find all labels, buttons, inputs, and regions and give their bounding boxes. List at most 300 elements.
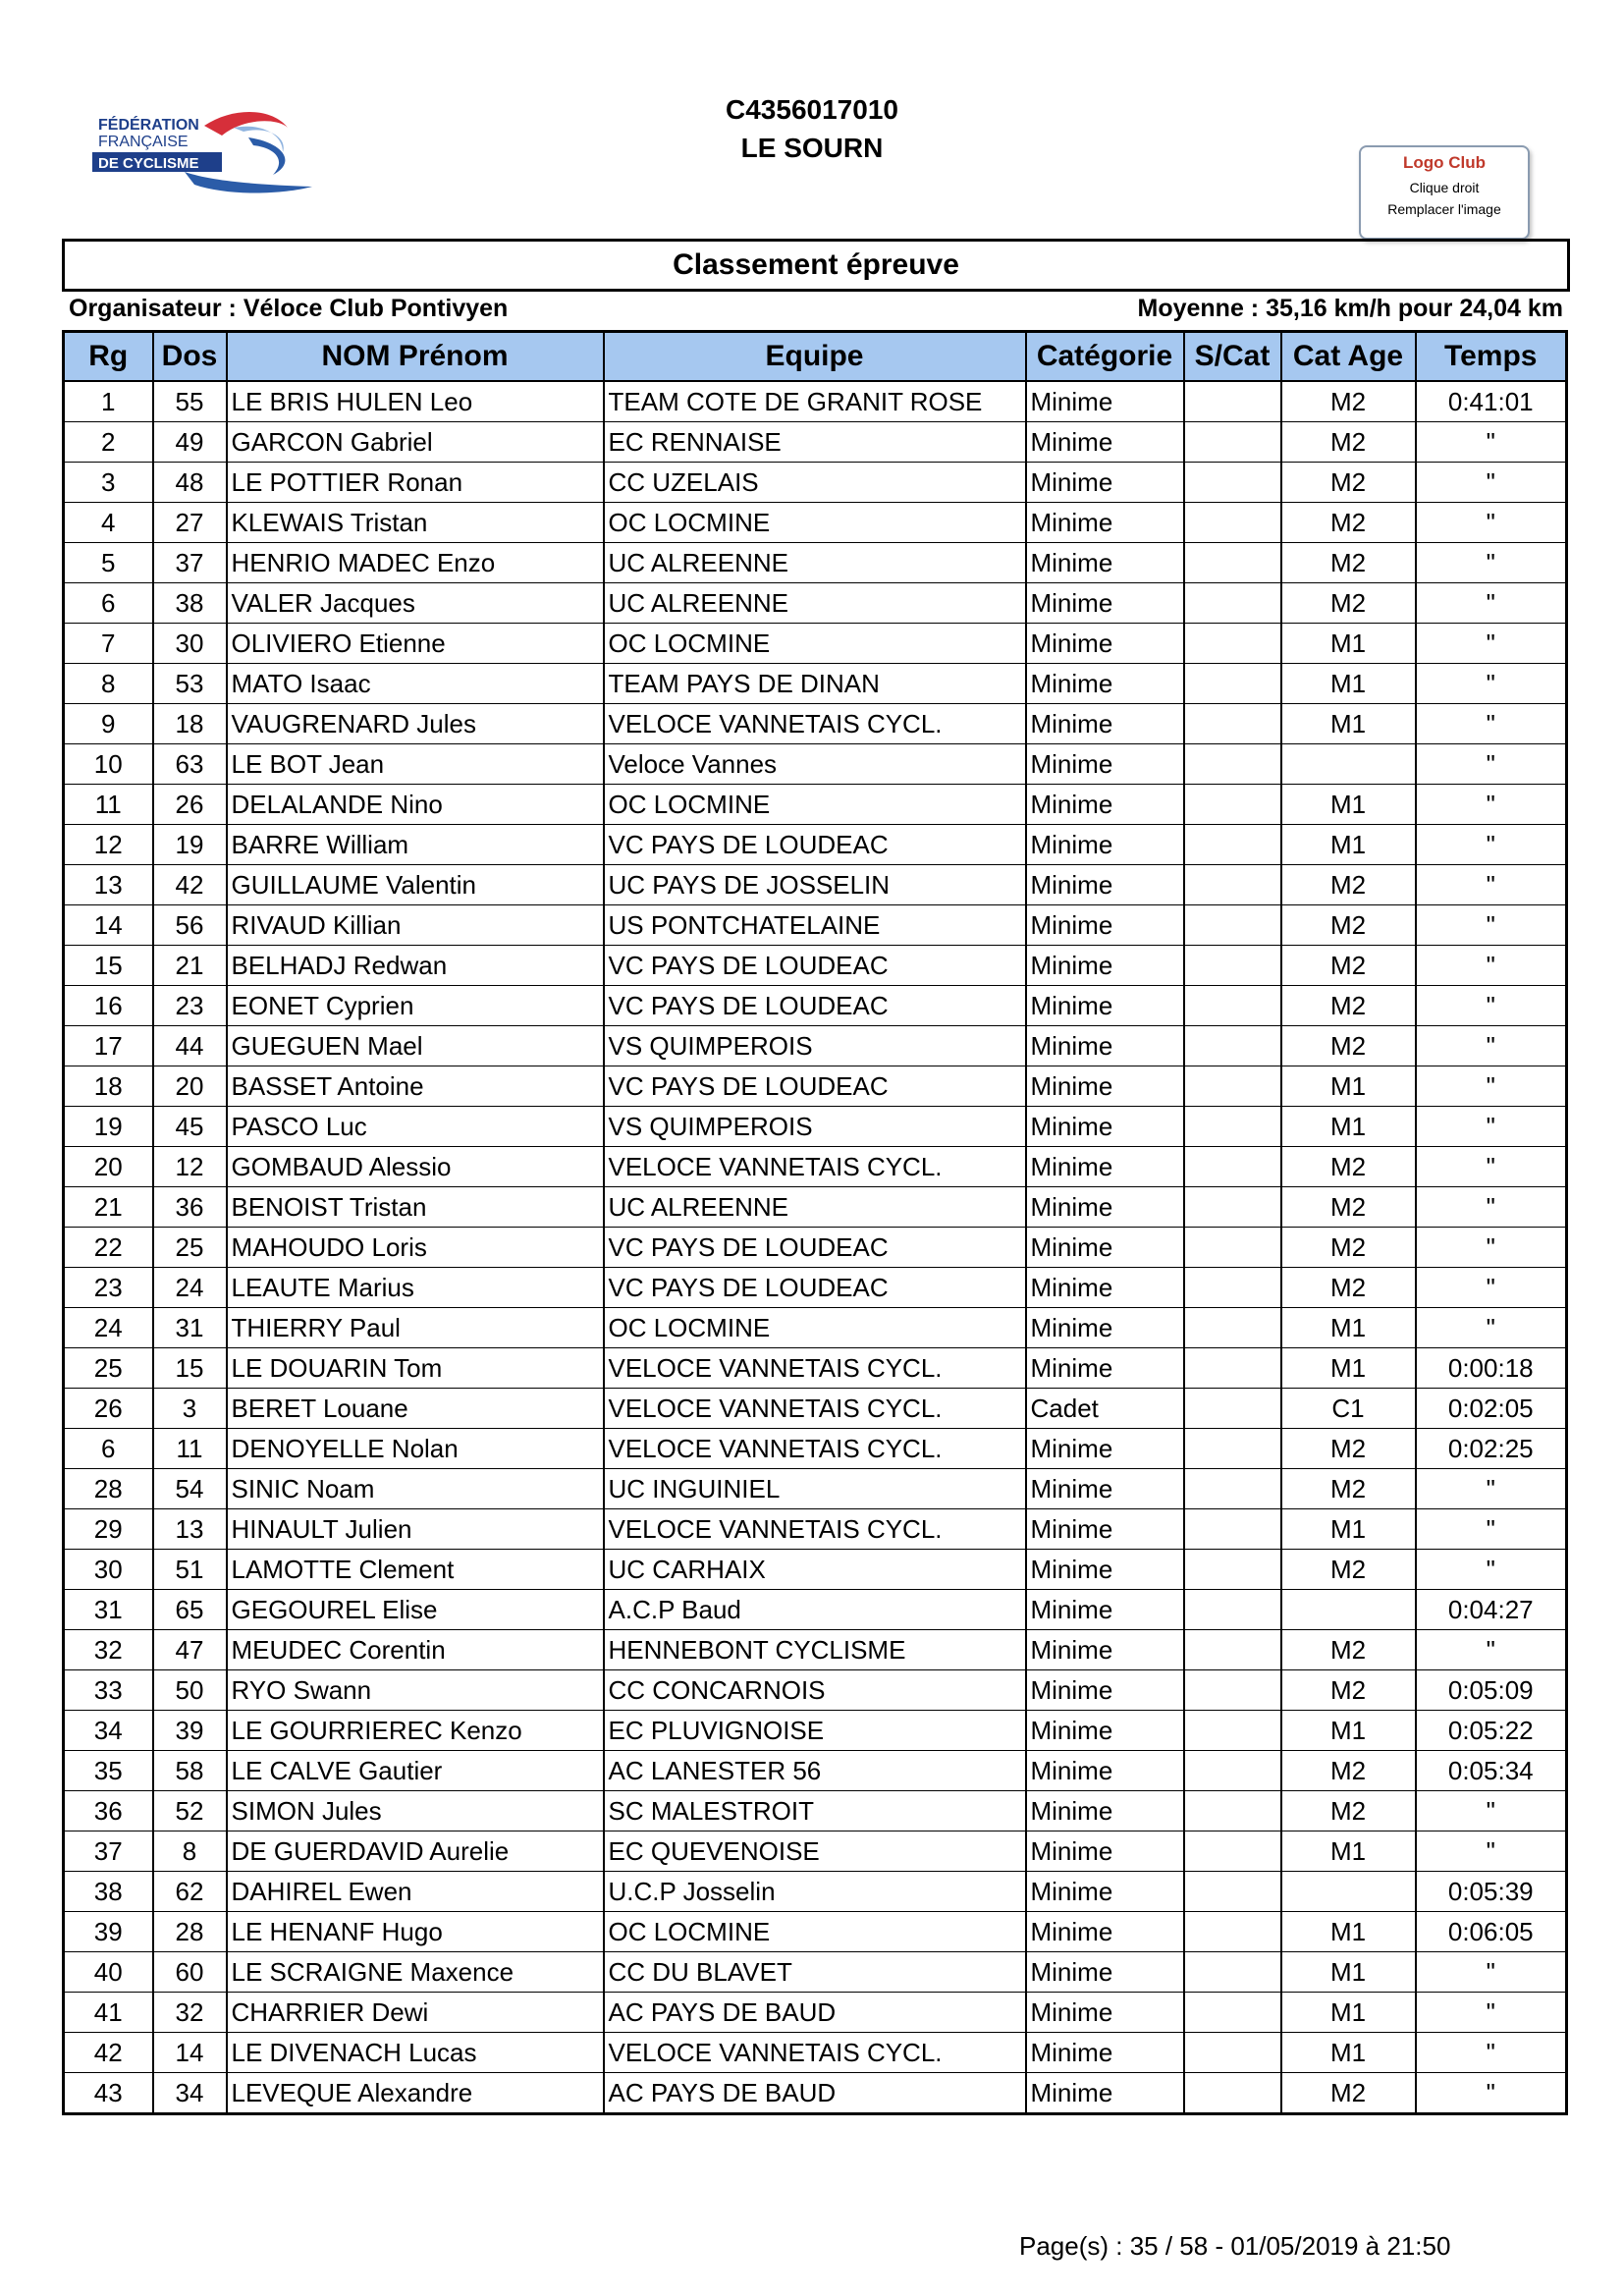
subcat-cell — [1184, 865, 1281, 905]
name-cell: MATO Isaac — [227, 664, 604, 704]
bib-cell: 50 — [153, 1670, 227, 1711]
rank-cell: 7 — [64, 624, 153, 664]
subcat-cell — [1184, 1751, 1281, 1791]
catage-cell: M2 — [1281, 1429, 1416, 1469]
rank-cell: 16 — [64, 986, 153, 1026]
name-cell: LE DIVENACH Lucas — [227, 2033, 604, 2073]
subcat-cell — [1184, 2033, 1281, 2073]
subcat-cell — [1184, 704, 1281, 744]
rank-cell: 23 — [64, 1268, 153, 1308]
category-cell: Minime — [1026, 1952, 1184, 1993]
time-cell: " — [1416, 463, 1567, 503]
category-cell: Minime — [1026, 1429, 1184, 1469]
name-cell: LAMOTTE Clement — [227, 1550, 604, 1590]
table-row — [64, 946, 1567, 986]
category-cell: Minime — [1026, 1751, 1184, 1791]
name-cell: LE DOUARIN Tom — [227, 1348, 604, 1389]
rank-cell: 39 — [64, 1912, 153, 1952]
subcat-cell — [1184, 1831, 1281, 1872]
table-row — [64, 1952, 1567, 1993]
average-speed: Moyenne : 35,16 km/h pour 24,04 km — [1137, 295, 1563, 322]
bib-cell: 3 — [153, 1389, 227, 1429]
catage-cell: M1 — [1281, 1952, 1416, 1993]
catage-cell: M2 — [1281, 905, 1416, 946]
table-row — [64, 664, 1567, 704]
subcat-cell — [1184, 1066, 1281, 1107]
name-cell: HENRIO MADEC Enzo — [227, 543, 604, 583]
name-cell: MEUDEC Corentin — [227, 1630, 604, 1670]
event-name: LE SOURN — [740, 133, 884, 163]
catage-cell: M1 — [1281, 1308, 1416, 1348]
catage-cell: M2 — [1281, 986, 1416, 1026]
bib-cell: 14 — [153, 2033, 227, 2073]
category-cell: Minime — [1026, 463, 1184, 503]
time-cell: " — [1416, 825, 1567, 865]
subcat-cell — [1184, 1429, 1281, 1469]
category-cell: Minime — [1026, 1872, 1184, 1912]
col-name-header: NOM Prénom — [227, 332, 604, 382]
rank-cell: 11 — [64, 785, 153, 825]
subcat-cell — [1184, 785, 1281, 825]
time-cell: " — [1416, 1066, 1567, 1107]
table-row — [64, 744, 1567, 785]
team-cell: UC CARHAIX — [604, 1550, 1026, 1590]
catage-cell: M2 — [1281, 1791, 1416, 1831]
rank-cell: 20 — [64, 1147, 153, 1187]
category-cell: Minime — [1026, 503, 1184, 543]
time-cell: " — [1416, 704, 1567, 744]
bib-cell: 18 — [153, 704, 227, 744]
rank-cell: 5 — [64, 543, 153, 583]
subcat-cell — [1184, 1187, 1281, 1228]
time-cell: " — [1416, 664, 1567, 704]
team-cell: U.C.P Josselin — [604, 1872, 1026, 1912]
team-cell: TEAM PAYS DE DINAN — [604, 664, 1026, 704]
bib-cell: 44 — [153, 1026, 227, 1066]
time-cell: " — [1416, 744, 1567, 785]
catage-cell: C1 — [1281, 1389, 1416, 1429]
team-cell: TEAM COTE DE GRANIT ROSE — [604, 381, 1026, 422]
catage-cell: M1 — [1281, 785, 1416, 825]
rank-cell: 1 — [64, 381, 153, 422]
name-cell: DE GUERDAVID Aurelie — [227, 1831, 604, 1872]
rank-cell: 28 — [64, 1469, 153, 1509]
name-cell: LE BOT Jean — [227, 744, 604, 785]
subcat-cell — [1184, 825, 1281, 865]
name-cell: LE BRIS HULEN Leo — [227, 381, 604, 422]
team-cell: VC PAYS DE LOUDEAC — [604, 825, 1026, 865]
name-cell: SINIC Noam — [227, 1469, 604, 1509]
bib-cell: 58 — [153, 1751, 227, 1791]
col-bib-header: Dos — [153, 332, 227, 382]
catage-cell: M1 — [1281, 1912, 1416, 1952]
team-cell: CC UZELAIS — [604, 463, 1026, 503]
table-row — [64, 1550, 1567, 1590]
team-cell: VELOCE VANNETAIS CYCL. — [604, 1389, 1026, 1429]
name-cell: LEAUTE Marius — [227, 1268, 604, 1308]
catage-cell: M2 — [1281, 1268, 1416, 1308]
name-cell: VALER Jacques — [227, 583, 604, 624]
catage-cell: M2 — [1281, 543, 1416, 583]
rank-cell: 10 — [64, 744, 153, 785]
bib-cell: 54 — [153, 1469, 227, 1509]
subcat-cell — [1184, 422, 1281, 463]
table-row — [64, 785, 1567, 825]
team-cell: US PONTCHATELAINE — [604, 905, 1026, 946]
col-team-header: Equipe — [604, 332, 1026, 382]
bib-cell: 28 — [153, 1912, 227, 1952]
team-cell: UC ALREENNE — [604, 1187, 1026, 1228]
subcat-cell — [1184, 1268, 1281, 1308]
team-cell: VS QUIMPEROIS — [604, 1107, 1026, 1147]
time-cell: " — [1416, 1791, 1567, 1831]
table-row — [64, 1026, 1567, 1066]
table-row — [64, 503, 1567, 543]
rank-cell: 43 — [64, 2073, 153, 2114]
header-row — [64, 332, 1567, 382]
bib-cell: 65 — [153, 1590, 227, 1630]
bib-cell: 30 — [153, 624, 227, 664]
time-cell: " — [1416, 1630, 1567, 1670]
subcat-cell — [1184, 986, 1281, 1026]
rank-cell: 18 — [64, 1066, 153, 1107]
bib-cell: 39 — [153, 1711, 227, 1751]
catage-cell: M2 — [1281, 1228, 1416, 1268]
team-cell: OC LOCMINE — [604, 785, 1026, 825]
bib-cell: 20 — [153, 1066, 227, 1107]
team-cell: OC LOCMINE — [604, 624, 1026, 664]
rank-cell: 22 — [64, 1228, 153, 1268]
catage-cell: M2 — [1281, 1751, 1416, 1791]
bib-cell: 26 — [153, 785, 227, 825]
bib-cell: 63 — [153, 744, 227, 785]
subcat-cell — [1184, 1952, 1281, 1993]
catage-cell: M1 — [1281, 1348, 1416, 1389]
category-cell: Minime — [1026, 1268, 1184, 1308]
name-cell: EONET Cyprien — [227, 986, 604, 1026]
name-cell: BELHADJ Redwan — [227, 946, 604, 986]
table-row — [64, 1670, 1567, 1711]
category-cell: Minime — [1026, 1791, 1184, 1831]
rank-cell: 31 — [64, 1590, 153, 1630]
time-cell: 0:05:22 — [1416, 1711, 1567, 1751]
category-cell: Minime — [1026, 1670, 1184, 1711]
subcat-cell — [1184, 583, 1281, 624]
bib-cell: 56 — [153, 905, 227, 946]
bib-cell: 27 — [153, 503, 227, 543]
rank-cell: 38 — [64, 1872, 153, 1912]
category-cell: Minime — [1026, 1066, 1184, 1107]
team-cell: HENNEBONT CYCLISME — [604, 1630, 1026, 1670]
table-row — [64, 1066, 1567, 1107]
subcat-cell — [1184, 1107, 1281, 1147]
table-row — [64, 2033, 1567, 2073]
team-cell: UC ALREENNE — [604, 583, 1026, 624]
team-cell: UC ALREENNE — [604, 543, 1026, 583]
category-cell: Minime — [1026, 946, 1184, 986]
table-row — [64, 1509, 1567, 1550]
subcat-cell — [1184, 1711, 1281, 1751]
rank-cell: 33 — [64, 1670, 153, 1711]
name-cell: DENOYELLE Nolan — [227, 1429, 604, 1469]
bib-cell: 55 — [153, 381, 227, 422]
rank-cell: 15 — [64, 946, 153, 986]
team-cell: VC PAYS DE LOUDEAC — [604, 1066, 1026, 1107]
table-row — [64, 1348, 1567, 1389]
bib-cell: 23 — [153, 986, 227, 1026]
time-cell: " — [1416, 1469, 1567, 1509]
catage-cell: M2 — [1281, 463, 1416, 503]
category-cell: Minime — [1026, 2073, 1184, 2114]
time-cell: " — [1416, 1268, 1567, 1308]
bib-cell: 31 — [153, 1308, 227, 1348]
category-cell: Minime — [1026, 825, 1184, 865]
time-cell: " — [1416, 785, 1567, 825]
results-table — [62, 330, 1568, 2115]
club-logo-title: Logo Club — [1402, 153, 1487, 172]
category-cell: Minime — [1026, 1590, 1184, 1630]
time-cell: " — [1416, 1228, 1567, 1268]
bib-cell: 36 — [153, 1187, 227, 1228]
subcat-cell — [1184, 1389, 1281, 1429]
rank-cell: 6 — [64, 583, 153, 624]
name-cell: LEVEQUE Alexandre — [227, 2073, 604, 2114]
catage-cell: M2 — [1281, 1469, 1416, 1509]
subcat-cell — [1184, 543, 1281, 583]
category-cell: Minime — [1026, 422, 1184, 463]
team-cell: A.C.P Baud — [604, 1590, 1026, 1630]
subcat-cell — [1184, 463, 1281, 503]
category-cell: Minime — [1026, 1187, 1184, 1228]
time-cell: " — [1416, 583, 1567, 624]
time-cell: 0:02:05 — [1416, 1389, 1567, 1429]
time-cell: 0:05:09 — [1416, 1670, 1567, 1711]
bib-cell: 32 — [153, 1993, 227, 2033]
time-cell: " — [1416, 1026, 1567, 1066]
event-code: C4356017010 — [726, 94, 898, 125]
table-row — [64, 1872, 1567, 1912]
bib-cell: 49 — [153, 422, 227, 463]
catage-cell: M2 — [1281, 381, 1416, 422]
catage-cell: M1 — [1281, 1711, 1416, 1751]
club-logo-line2: Clique droit — [1409, 180, 1480, 195]
catage-cell — [1281, 744, 1416, 785]
table-row — [64, 381, 1567, 422]
table-row — [64, 422, 1567, 463]
name-cell: HINAULT Julien — [227, 1509, 604, 1550]
category-cell: Minime — [1026, 986, 1184, 1026]
name-cell: THIERRY Paul — [227, 1308, 604, 1348]
rank-cell: 2 — [64, 422, 153, 463]
rank-cell: 17 — [64, 1026, 153, 1066]
rank-cell: 34 — [64, 1711, 153, 1751]
time-cell: " — [1416, 905, 1567, 946]
category-cell: Minime — [1026, 785, 1184, 825]
subcat-cell — [1184, 624, 1281, 664]
category-cell: Minime — [1026, 583, 1184, 624]
table-row — [64, 1711, 1567, 1751]
team-cell: OC LOCMINE — [604, 1912, 1026, 1952]
table-row — [64, 543, 1567, 583]
catage-cell: M2 — [1281, 1187, 1416, 1228]
table-row — [64, 825, 1567, 865]
rank-cell: 19 — [64, 1107, 153, 1147]
name-cell: PASCO Luc — [227, 1107, 604, 1147]
team-cell: VELOCE VANNETAIS CYCL. — [604, 1509, 1026, 1550]
category-cell: Minime — [1026, 1711, 1184, 1751]
team-cell: VELOCE VANNETAIS CYCL. — [604, 1429, 1026, 1469]
catage-cell: M2 — [1281, 1026, 1416, 1066]
catage-cell — [1281, 1590, 1416, 1630]
time-cell: " — [1416, 2033, 1567, 2073]
bib-cell: 21 — [153, 946, 227, 986]
team-cell: UC PAYS DE JOSSELIN — [604, 865, 1026, 905]
bib-cell: 8 — [153, 1831, 227, 1872]
rank-cell: 4 — [64, 503, 153, 543]
catage-cell: M2 — [1281, 1550, 1416, 1590]
category-cell: Minime — [1026, 2033, 1184, 2073]
rank-cell: 36 — [64, 1791, 153, 1831]
table-row — [64, 1469, 1567, 1509]
bib-cell: 60 — [153, 1952, 227, 1993]
table-row — [64, 1389, 1567, 1429]
team-cell: AC PAYS DE BAUD — [604, 2073, 1026, 2114]
catage-cell: M1 — [1281, 1831, 1416, 1872]
team-cell: VELOCE VANNETAIS CYCL. — [604, 2033, 1026, 2073]
catage-cell: M1 — [1281, 664, 1416, 704]
category-cell: Minime — [1026, 1630, 1184, 1670]
subcat-cell — [1184, 503, 1281, 543]
category-cell: Minime — [1026, 1550, 1184, 1590]
name-cell: LE GOURRIEREC Kenzo — [227, 1711, 604, 1751]
subcat-cell — [1184, 1228, 1281, 1268]
table-row — [64, 1228, 1567, 1268]
category-cell: Minime — [1026, 1993, 1184, 2033]
time-cell: " — [1416, 503, 1567, 543]
bib-cell: 62 — [153, 1872, 227, 1912]
subcat-cell — [1184, 1550, 1281, 1590]
time-cell: " — [1416, 986, 1567, 1026]
table-row — [64, 986, 1567, 1026]
rank-cell: 29 — [64, 1509, 153, 1550]
rank-cell: 6 — [64, 1429, 153, 1469]
table-row — [64, 1912, 1567, 1952]
subcat-cell — [1184, 744, 1281, 785]
catage-cell: M1 — [1281, 1993, 1416, 2033]
bib-cell: 52 — [153, 1791, 227, 1831]
bib-cell: 53 — [153, 664, 227, 704]
time-cell: " — [1416, 624, 1567, 664]
time-cell: " — [1416, 1308, 1567, 1348]
table-row — [64, 905, 1567, 946]
name-cell: DAHIREL Ewen — [227, 1872, 604, 1912]
category-cell: Minime — [1026, 664, 1184, 704]
rank-cell: 40 — [64, 1952, 153, 1993]
organizer: Organisateur : Véloce Club Pontivyen — [69, 295, 509, 322]
svg-text:FÉDÉRATION: FÉDÉRATION — [98, 117, 199, 134]
subcat-cell — [1184, 905, 1281, 946]
bib-cell: 19 — [153, 825, 227, 865]
table-row — [64, 1147, 1567, 1187]
time-cell: " — [1416, 1147, 1567, 1187]
rank-cell: 42 — [64, 2033, 153, 2073]
page-footer: Page(s) : 35 / 58 - 01/05/2019 à 21:50 — [1019, 2231, 1451, 2261]
name-cell: BENOIST Tristan — [227, 1187, 604, 1228]
category-cell: Minime — [1026, 1107, 1184, 1147]
catage-cell: M1 — [1281, 704, 1416, 744]
catage-cell: M1 — [1281, 624, 1416, 664]
team-cell: VELOCE VANNETAIS CYCL. — [604, 1147, 1026, 1187]
category-cell: Minime — [1026, 1831, 1184, 1872]
category-cell: Minime — [1026, 1026, 1184, 1066]
subcat-cell — [1184, 1912, 1281, 1952]
team-cell: VC PAYS DE LOUDEAC — [604, 986, 1026, 1026]
svg-text:DE CYCLISME: DE CYCLISME — [98, 155, 199, 172]
catage-cell: M2 — [1281, 1670, 1416, 1711]
category-cell: Minime — [1026, 1308, 1184, 1348]
svg-text:FRANÇAISE: FRANÇAISE — [98, 134, 189, 150]
team-cell: EC PLUVIGNOISE — [604, 1711, 1026, 1751]
catage-cell: M2 — [1281, 422, 1416, 463]
time-cell: 0:05:34 — [1416, 1751, 1567, 1791]
name-cell: GEGOUREL Elise — [227, 1590, 604, 1630]
col-category-header: Catégorie — [1026, 332, 1184, 382]
rank-cell: 41 — [64, 1993, 153, 2033]
team-cell: OC LOCMINE — [604, 1308, 1026, 1348]
name-cell: GOMBAUD Alessio — [227, 1147, 604, 1187]
name-cell: GUILLAUME Valentin — [227, 865, 604, 905]
catage-cell: M1 — [1281, 1066, 1416, 1107]
time-cell: 0:05:39 — [1416, 1872, 1567, 1912]
table-row — [64, 1429, 1567, 1469]
time-cell: 0:41:01 — [1416, 381, 1567, 422]
rank-cell: 13 — [64, 865, 153, 905]
category-cell: Minime — [1026, 1469, 1184, 1509]
subcat-cell — [1184, 1348, 1281, 1389]
table-row — [64, 1791, 1567, 1831]
name-cell: BERET Louane — [227, 1389, 604, 1429]
catage-cell: M2 — [1281, 946, 1416, 986]
time-cell: " — [1416, 1993, 1567, 2033]
catage-cell: M2 — [1281, 583, 1416, 624]
time-cell: " — [1416, 1107, 1567, 1147]
time-cell: 0:04:27 — [1416, 1590, 1567, 1630]
team-cell: CC CONCARNOIS — [604, 1670, 1026, 1711]
name-cell: KLEWAIS Tristan — [227, 503, 604, 543]
team-cell: OC LOCMINE — [604, 503, 1026, 543]
category-cell: Cadet — [1026, 1389, 1184, 1429]
name-cell: RIVAUD Killian — [227, 905, 604, 946]
time-cell: " — [1416, 1550, 1567, 1590]
club-logo-placeholder[interactable] — [1359, 145, 1530, 240]
table-row — [64, 865, 1567, 905]
team-cell: EC RENNAISE — [604, 422, 1026, 463]
time-cell: " — [1416, 1509, 1567, 1550]
rank-cell: 32 — [64, 1630, 153, 1670]
team-cell: SC MALESTROIT — [604, 1791, 1026, 1831]
team-cell: AC LANESTER 56 — [604, 1751, 1026, 1791]
time-cell: " — [1416, 1187, 1567, 1228]
name-cell: BASSET Antoine — [227, 1066, 604, 1107]
table-row — [64, 704, 1567, 744]
catage-cell — [1281, 1872, 1416, 1912]
time-cell: 0:02:25 — [1416, 1429, 1567, 1469]
category-cell: Minime — [1026, 1348, 1184, 1389]
subcat-cell — [1184, 1630, 1281, 1670]
team-cell: VS QUIMPEROIS — [604, 1026, 1026, 1066]
subcat-cell — [1184, 1670, 1281, 1711]
bib-cell: 11 — [153, 1429, 227, 1469]
